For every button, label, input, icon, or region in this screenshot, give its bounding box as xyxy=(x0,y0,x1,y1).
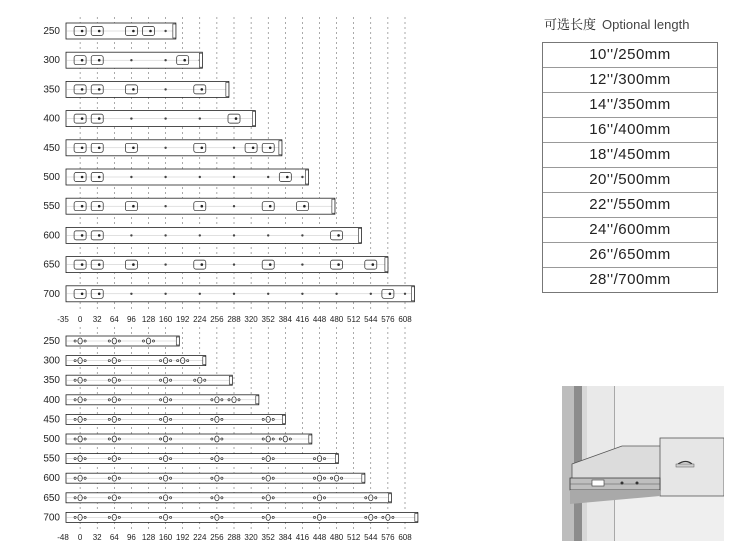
screw-hole xyxy=(370,293,372,295)
screw-hole xyxy=(303,205,306,208)
screw-hole xyxy=(199,293,201,295)
row-length-label: 300 xyxy=(43,55,60,67)
tick-label: 608 xyxy=(398,533,412,542)
screw-hole xyxy=(98,88,101,91)
length-row: 20''/500mm xyxy=(543,167,717,192)
screw-hole xyxy=(233,293,235,295)
row-length-label: 450 xyxy=(43,142,60,154)
screw-hole xyxy=(132,88,135,91)
rail-row xyxy=(43,375,232,386)
screw-hole xyxy=(389,293,392,296)
rail-end-cap xyxy=(411,287,414,301)
screw-hole xyxy=(164,59,166,61)
tick-label: 128 xyxy=(141,315,156,324)
screw-hole xyxy=(199,117,201,119)
screw-hole xyxy=(201,88,204,91)
screw-hole xyxy=(149,30,152,33)
screw-hole xyxy=(233,176,235,178)
tick-label: 512 xyxy=(347,533,361,542)
screw-hole xyxy=(98,59,101,62)
length-row: 10''/250mm xyxy=(589,46,671,63)
row-length-label: 550 xyxy=(43,453,60,465)
tick-label: 544 xyxy=(364,533,378,542)
tick-label: 32 xyxy=(92,533,102,542)
screw-hole xyxy=(301,263,303,265)
rail-end-cap xyxy=(199,53,202,67)
screw-hole xyxy=(98,293,101,296)
rail-row xyxy=(43,52,202,68)
tick-label: 352 xyxy=(261,533,275,542)
screw-hole xyxy=(98,263,101,266)
tick-label: 256 xyxy=(210,315,224,324)
top-rail-rows xyxy=(43,23,414,302)
rail-row xyxy=(43,140,282,156)
screw-hole xyxy=(269,205,272,208)
tick-label: 544 xyxy=(364,315,378,324)
row-length-label: 650 xyxy=(43,259,60,271)
tick-label: 96 xyxy=(126,533,136,542)
tick-label: 352 xyxy=(261,315,275,324)
screw-hole xyxy=(98,147,101,150)
screw-hole xyxy=(233,263,235,265)
length-row: 28''/700mm xyxy=(543,267,717,292)
screw-hole xyxy=(130,234,132,236)
bottom-tick-labels xyxy=(57,533,412,542)
screw-hole xyxy=(98,30,101,33)
tick-label: 480 xyxy=(329,533,344,542)
bottom-rail-rows xyxy=(43,336,418,523)
tick-label: 384 xyxy=(278,533,292,542)
screw-hole xyxy=(81,59,84,62)
screw-hole xyxy=(81,293,84,296)
screw-hole xyxy=(98,234,101,237)
screw-hole xyxy=(130,176,132,178)
header-english: Optional length xyxy=(602,17,690,32)
rail-end-cap xyxy=(415,513,418,521)
tick-label: 448 xyxy=(312,533,327,542)
tick-label: 128 xyxy=(141,533,156,542)
screw-hole xyxy=(337,263,340,266)
rail-end-cap xyxy=(279,141,282,155)
tick-label: 384 xyxy=(278,315,292,324)
drawer-installation-photo xyxy=(562,386,724,541)
row-length-label: 650 xyxy=(43,492,60,504)
screw-hole xyxy=(164,147,166,149)
rail-row xyxy=(43,111,255,127)
screw-hole xyxy=(132,263,135,266)
screw-hole xyxy=(269,147,272,150)
screw-hole xyxy=(132,30,135,33)
length-row: 14''/350mm xyxy=(543,92,717,117)
screw-hole xyxy=(233,147,235,149)
screw-hole xyxy=(404,293,406,295)
rail-row xyxy=(43,493,391,504)
tick-label: 512 xyxy=(347,315,361,324)
rail-row xyxy=(43,395,258,406)
tick-label: 256 xyxy=(210,533,224,542)
screw-hole xyxy=(164,176,166,178)
row-length-label: 450 xyxy=(43,414,60,426)
screw-hole xyxy=(269,263,272,266)
rail-row xyxy=(43,198,335,214)
tick-label: 224 xyxy=(193,533,207,542)
tick-label: 64 xyxy=(109,315,119,324)
screw-hole xyxy=(98,117,101,120)
rail-end-cap xyxy=(362,474,365,482)
screw-hole xyxy=(335,293,337,295)
inner-rail-diagram xyxy=(0,0,500,330)
screw-hole xyxy=(164,30,166,32)
tick-label: -35 xyxy=(57,315,69,324)
screw-hole xyxy=(81,30,84,33)
length-row: 18''/450mm xyxy=(543,142,717,167)
length-row: 22''/550mm xyxy=(543,192,717,217)
screw-hole xyxy=(132,147,135,150)
tick-label: 224 xyxy=(193,315,207,324)
screw-hole xyxy=(81,176,84,179)
screw-hole xyxy=(130,293,132,295)
screw-hole xyxy=(199,176,201,178)
rail-row xyxy=(43,169,308,185)
screw-hole xyxy=(201,147,204,150)
row-length-label: 700 xyxy=(43,512,60,524)
rail-end-cap xyxy=(226,82,229,96)
row-length-label: 400 xyxy=(43,394,60,406)
screw-hole xyxy=(164,293,166,295)
screw-hole xyxy=(233,205,235,207)
screw-hole xyxy=(81,88,84,91)
rail-row xyxy=(43,227,361,243)
row-length-label: 400 xyxy=(43,113,60,125)
screw-hole xyxy=(81,205,84,208)
row-length-label: 350 xyxy=(43,84,60,96)
tick-label: 288 xyxy=(227,315,241,324)
tick-label: -48 xyxy=(57,533,69,542)
screw-hole xyxy=(98,205,101,208)
screw-hole xyxy=(130,59,132,61)
rail-end-cap xyxy=(176,337,179,345)
screw-hole xyxy=(267,234,269,236)
rail-end-cap xyxy=(309,435,312,443)
row-length-label: 550 xyxy=(43,201,60,213)
rail-row xyxy=(43,81,229,97)
table-header xyxy=(542,14,718,42)
row-length-label: 250 xyxy=(43,26,60,37)
screw-hole xyxy=(164,205,166,207)
screw-hole xyxy=(201,205,204,208)
rail-row xyxy=(43,414,285,425)
tick-label: 64 xyxy=(109,533,119,542)
screw-hole xyxy=(199,234,201,236)
screw-hole xyxy=(267,176,269,178)
screw-hole xyxy=(301,234,303,236)
screw-hole xyxy=(164,263,166,265)
rail-row xyxy=(43,454,338,465)
rail-end-cap xyxy=(358,228,361,242)
screw-hole xyxy=(98,176,101,179)
tick-label: 320 xyxy=(244,315,258,324)
screw-hole xyxy=(252,147,255,150)
length-row: 16''/400mm xyxy=(543,117,717,142)
row-length-label: 700 xyxy=(43,288,60,300)
rail-end-cap xyxy=(229,376,232,384)
screw-hole xyxy=(164,234,166,236)
rail-end-cap xyxy=(256,396,259,404)
tick-label: 448 xyxy=(312,315,327,324)
tick-label: 608 xyxy=(398,315,412,324)
screw-hole xyxy=(130,117,132,119)
screw-hole xyxy=(286,176,289,179)
tick-label: 320 xyxy=(244,533,258,542)
row-length-label: 600 xyxy=(43,473,60,485)
tick-label: 288 xyxy=(227,533,241,542)
tick-label: 576 xyxy=(381,533,395,542)
header-chinese: 可选长度 xyxy=(544,17,597,32)
rail-row xyxy=(43,286,414,302)
screw-hole xyxy=(183,59,186,62)
rail-row xyxy=(43,336,179,347)
tick-label: 32 xyxy=(92,315,102,324)
screw-hole xyxy=(164,88,166,90)
row-length-label: 500 xyxy=(43,172,60,183)
screw-hole xyxy=(267,293,269,295)
rail-end-cap xyxy=(173,24,176,38)
top-tick-labels xyxy=(57,315,412,324)
tick-label: 416 xyxy=(295,533,310,542)
row-length-label: 350 xyxy=(43,375,60,387)
screw-hole xyxy=(233,234,235,236)
length-row: 26''/650mm xyxy=(543,242,717,267)
screw-hole xyxy=(201,263,204,266)
rail-end-cap xyxy=(305,170,308,184)
outer-rail-diagram xyxy=(0,325,500,550)
screw-hole xyxy=(81,117,84,120)
tick-label: 192 xyxy=(176,315,190,324)
rail-end-cap xyxy=(388,494,391,502)
rail-row xyxy=(43,434,311,445)
screw-hole xyxy=(81,263,84,266)
row-length-label: 300 xyxy=(43,355,60,367)
rail-end-cap xyxy=(332,199,335,213)
length-row: 12''/300mm xyxy=(543,67,717,92)
rail-row xyxy=(43,23,176,39)
row-length-label: 600 xyxy=(43,230,60,242)
screw-hole xyxy=(372,263,375,266)
tick-label: 576 xyxy=(381,315,395,324)
tick-label: 96 xyxy=(126,315,136,324)
tick-label: 416 xyxy=(295,315,310,324)
screw-hole xyxy=(301,176,303,178)
rail-row xyxy=(43,356,205,367)
screw-hole xyxy=(337,234,340,237)
rail-end-cap xyxy=(203,357,206,365)
rail-row xyxy=(43,512,418,523)
row-length-label: 500 xyxy=(43,434,60,445)
screw-hole xyxy=(301,293,303,295)
row-length-label: 250 xyxy=(43,336,60,347)
screw-hole xyxy=(81,234,84,237)
rail-row xyxy=(43,257,388,273)
screw-hole xyxy=(81,147,84,150)
rail-end-cap xyxy=(252,112,255,126)
length-row: 24''/600mm xyxy=(543,217,717,242)
rail-row xyxy=(43,473,365,484)
length-list xyxy=(542,42,718,293)
tick-label: 192 xyxy=(176,533,190,542)
tick-label: 160 xyxy=(158,315,173,324)
screw-hole xyxy=(235,117,238,120)
optional-length-table xyxy=(542,14,718,293)
rail-end-cap xyxy=(385,258,388,272)
tick-label: 160 xyxy=(158,533,173,542)
tick-label: 480 xyxy=(329,315,344,324)
screw-hole xyxy=(132,205,135,208)
screw-hole xyxy=(164,117,166,119)
rail-end-cap xyxy=(335,455,338,463)
tick-label: 0 xyxy=(77,315,83,324)
rail-end-cap xyxy=(282,415,285,423)
tick-label: 0 xyxy=(77,533,83,542)
